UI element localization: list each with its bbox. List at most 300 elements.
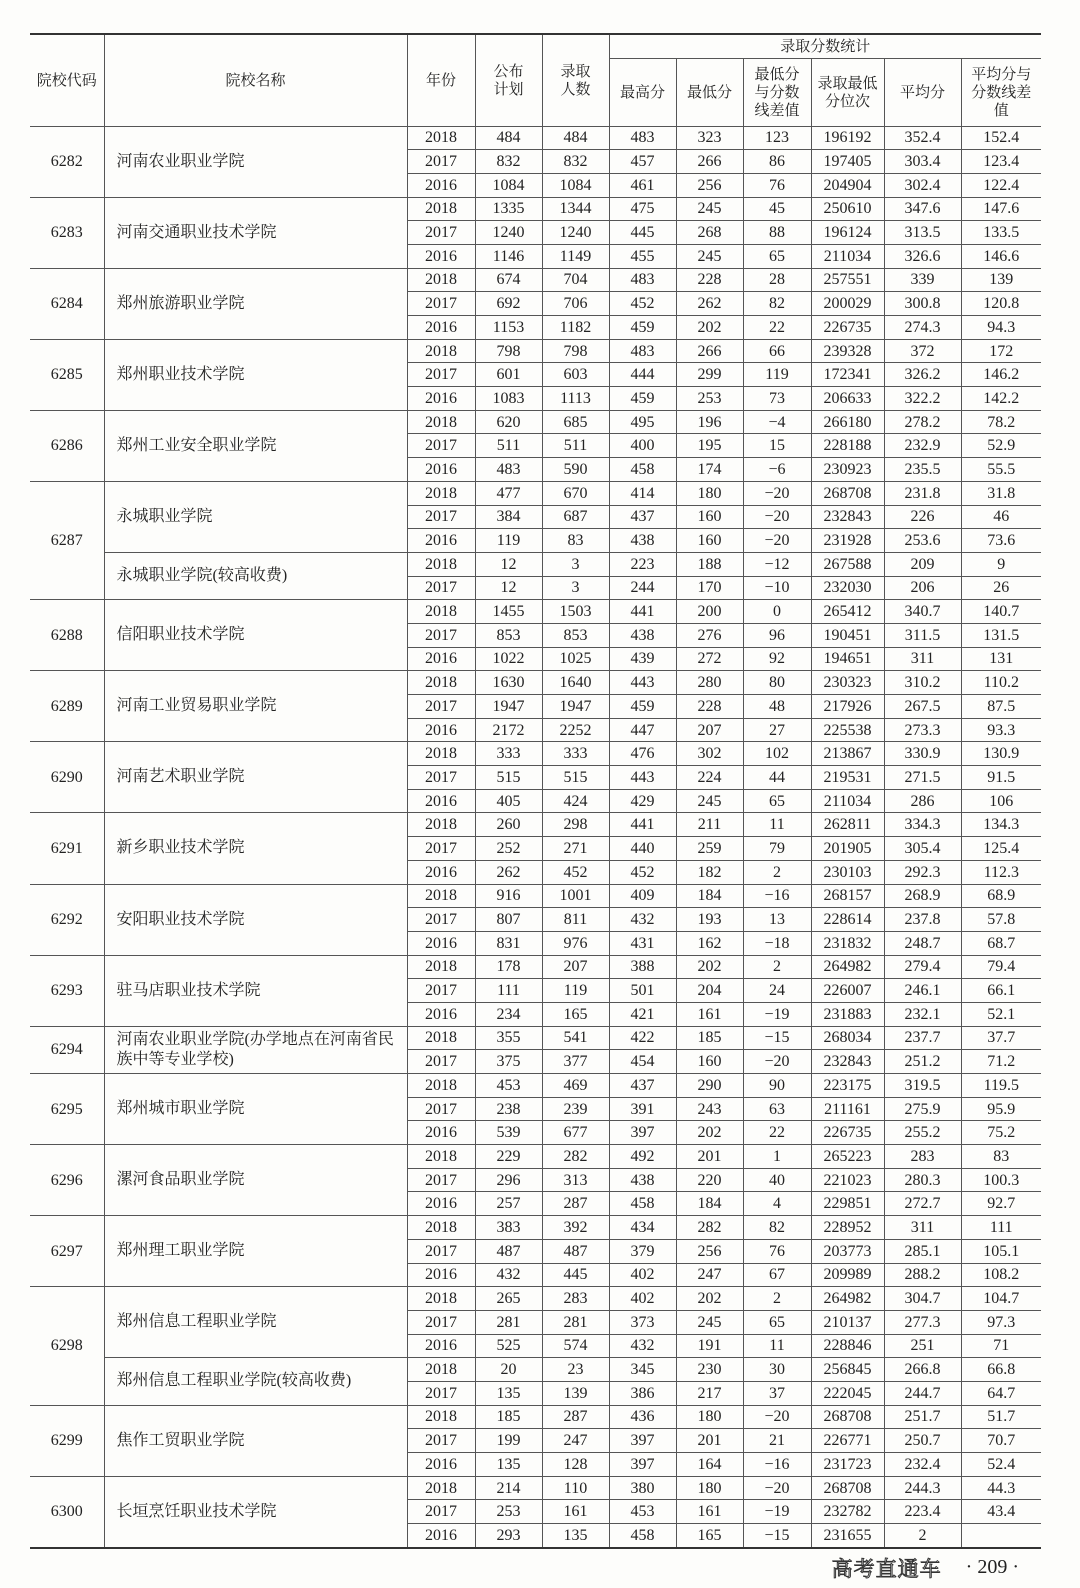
cell-max: 441 bbox=[609, 600, 676, 624]
cell-min-rank: 223175 bbox=[811, 1074, 884, 1098]
cell-admitted: 445 bbox=[542, 1263, 609, 1287]
cell-plan: 333 bbox=[475, 742, 542, 766]
cell-min-rank: 264982 bbox=[811, 955, 884, 979]
cell-min: 162 bbox=[676, 931, 743, 955]
cell-year: 2018 bbox=[407, 884, 475, 908]
cell-plan: 20 bbox=[475, 1358, 542, 1382]
cell-avg: 288.2 bbox=[884, 1263, 961, 1287]
cell-max: 388 bbox=[609, 955, 676, 979]
cell-min: 180 bbox=[676, 1405, 743, 1429]
cell-min-diff: 21 bbox=[743, 1429, 811, 1453]
school-name: 河南工业贸易职业学院 bbox=[104, 671, 407, 742]
cell-min-rank: 267588 bbox=[811, 552, 884, 576]
cell-min: 170 bbox=[676, 576, 743, 600]
cell-admitted: 135 bbox=[542, 1524, 609, 1548]
cell-avg: 268.9 bbox=[884, 884, 961, 908]
cell-min: 282 bbox=[676, 1216, 743, 1240]
cell-avg: 232.1 bbox=[884, 1002, 961, 1026]
cell-plan: 1083 bbox=[475, 387, 542, 411]
cell-year: 2018 bbox=[407, 1026, 475, 1050]
cell-admitted: 1640 bbox=[542, 671, 609, 695]
cell-year: 2017 bbox=[407, 363, 475, 387]
cell-year: 2017 bbox=[407, 623, 475, 647]
cell-admitted: 677 bbox=[542, 1121, 609, 1145]
cell-avg-diff: 64.7 bbox=[961, 1381, 1041, 1405]
table-row bbox=[30, 955, 1041, 979]
cell-min-diff: 80 bbox=[743, 671, 811, 695]
cell-admitted: 3 bbox=[542, 576, 609, 600]
cell-max: 445 bbox=[609, 221, 676, 245]
cell-avg-diff: 68.9 bbox=[961, 884, 1041, 908]
cell-max: 391 bbox=[609, 1097, 676, 1121]
cell-max: 438 bbox=[609, 529, 676, 553]
cell-avg-diff: 97.3 bbox=[961, 1310, 1041, 1334]
cell-avg-diff: 92.7 bbox=[961, 1192, 1041, 1216]
header-min-rank: 录取最低分位次 bbox=[811, 58, 884, 126]
cell-year: 2017 bbox=[407, 1310, 475, 1334]
cell-avg-diff: 57.8 bbox=[961, 908, 1041, 932]
cell-avg: 311 bbox=[884, 647, 961, 671]
cell-avg: 266.8 bbox=[884, 1358, 961, 1382]
table-body bbox=[30, 126, 1041, 1548]
cell-avg: 326.2 bbox=[884, 363, 961, 387]
cell-admitted: 487 bbox=[542, 1239, 609, 1263]
cell-plan: 405 bbox=[475, 789, 542, 813]
table-row bbox=[30, 1358, 1041, 1382]
cell-min: 202 bbox=[676, 1287, 743, 1311]
cell-year: 2017 bbox=[407, 1239, 475, 1263]
cell-min: 230 bbox=[676, 1358, 743, 1382]
cell-plan: 1335 bbox=[475, 197, 542, 221]
school-code: 6291 bbox=[30, 813, 104, 884]
cell-min-rank: 213867 bbox=[811, 742, 884, 766]
cell-max: 483 bbox=[609, 339, 676, 363]
school-code: 6295 bbox=[30, 1074, 104, 1145]
cell-min-rank: 262811 bbox=[811, 813, 884, 837]
cell-admitted: 1025 bbox=[542, 647, 609, 671]
cell-max: 429 bbox=[609, 789, 676, 813]
cell-admitted: 313 bbox=[542, 1168, 609, 1192]
cell-min-diff: 96 bbox=[743, 623, 811, 647]
cell-admitted: 392 bbox=[542, 1216, 609, 1240]
cell-min-rank: 211034 bbox=[811, 244, 884, 268]
cell-min-diff: 76 bbox=[743, 173, 811, 197]
cell-avg: 352.4 bbox=[884, 126, 961, 150]
cell-admitted: 798 bbox=[542, 339, 609, 363]
cell-avg-diff: 134.3 bbox=[961, 813, 1041, 837]
cell-min-diff: 2 bbox=[743, 955, 811, 979]
cell-min-rank: 197405 bbox=[811, 150, 884, 174]
cell-min: 160 bbox=[676, 1050, 743, 1074]
cell-avg: 237.7 bbox=[884, 1026, 961, 1050]
cell-avg: 319.5 bbox=[884, 1074, 961, 1098]
cell-admitted: 287 bbox=[542, 1192, 609, 1216]
admission-score-table bbox=[30, 33, 1041, 1549]
table-row bbox=[30, 268, 1041, 292]
cell-avg: 304.7 bbox=[884, 1287, 961, 1311]
cell-max: 495 bbox=[609, 410, 676, 434]
cell-avg: 206 bbox=[884, 576, 961, 600]
cell-year: 2018 bbox=[407, 742, 475, 766]
cell-min-rank: 211034 bbox=[811, 789, 884, 813]
school-name: 郑州职业技术学院 bbox=[104, 339, 407, 410]
cell-min-rank: 201905 bbox=[811, 837, 884, 861]
school-name: 安阳职业技术学院 bbox=[104, 884, 407, 955]
cell-avg: 279.4 bbox=[884, 955, 961, 979]
cell-plan: 515 bbox=[475, 766, 542, 790]
cell-avg-diff: 91.5 bbox=[961, 766, 1041, 790]
cell-min-diff: 92 bbox=[743, 647, 811, 671]
cell-year: 2017 bbox=[407, 1050, 475, 1074]
cell-plan: 853 bbox=[475, 623, 542, 647]
cell-min-diff: −10 bbox=[743, 576, 811, 600]
cell-min-rank: 226771 bbox=[811, 1429, 884, 1453]
cell-avg-diff: 147.6 bbox=[961, 197, 1041, 221]
cell-max: 432 bbox=[609, 1334, 676, 1358]
cell-max: 501 bbox=[609, 979, 676, 1003]
cell-year: 2018 bbox=[407, 1216, 475, 1240]
cell-admitted: 469 bbox=[542, 1074, 609, 1098]
school-code: 6287 bbox=[30, 481, 104, 599]
cell-min-rank: 232782 bbox=[811, 1500, 884, 1524]
cell-avg: 311.5 bbox=[884, 623, 961, 647]
cell-min: 200 bbox=[676, 600, 743, 624]
cell-avg-diff: 122.4 bbox=[961, 173, 1041, 197]
cell-avg-diff: 142.2 bbox=[961, 387, 1041, 411]
cell-admitted: 603 bbox=[542, 363, 609, 387]
cell-min-rank: 206633 bbox=[811, 387, 884, 411]
cell-plan: 257 bbox=[475, 1192, 542, 1216]
cell-min-rank: 196192 bbox=[811, 126, 884, 150]
cell-min: 256 bbox=[676, 173, 743, 197]
cell-min-rank: 226735 bbox=[811, 1121, 884, 1145]
cell-avg-diff: 75.2 bbox=[961, 1121, 1041, 1145]
table-row bbox=[30, 1145, 1041, 1169]
cell-max: 458 bbox=[609, 1524, 676, 1548]
cell-max: 431 bbox=[609, 931, 676, 955]
cell-year: 2018 bbox=[407, 1287, 475, 1311]
cell-min-rank: 230923 bbox=[811, 458, 884, 482]
header-name: 院校名称 bbox=[104, 34, 407, 126]
cell-avg-diff: 106 bbox=[961, 789, 1041, 813]
cell-min-rank: 226735 bbox=[811, 316, 884, 340]
cell-min-diff: 65 bbox=[743, 789, 811, 813]
cell-plan: 383 bbox=[475, 1216, 542, 1240]
cell-avg: 209 bbox=[884, 552, 961, 576]
cell-min-rank: 225538 bbox=[811, 718, 884, 742]
cell-max: 379 bbox=[609, 1239, 676, 1263]
cell-avg-diff: 125.4 bbox=[961, 837, 1041, 861]
header-code: 院校代码 bbox=[30, 34, 104, 126]
school-name: 河南农业职业学院(办学地点在河南省民族中等专业学校) bbox=[104, 1026, 407, 1073]
cell-min-diff: 2 bbox=[743, 860, 811, 884]
cell-plan: 199 bbox=[475, 1429, 542, 1453]
cell-avg: 244.7 bbox=[884, 1381, 961, 1405]
header-plan: 公布计划 bbox=[475, 34, 542, 126]
cell-min: 245 bbox=[676, 789, 743, 813]
cell-year: 2018 bbox=[407, 126, 475, 150]
cell-admitted: 1240 bbox=[542, 221, 609, 245]
cell-avg: 347.6 bbox=[884, 197, 961, 221]
table-row bbox=[30, 552, 1041, 576]
cell-max: 454 bbox=[609, 1050, 676, 1074]
cell-min: 243 bbox=[676, 1097, 743, 1121]
cell-max: 437 bbox=[609, 505, 676, 529]
cell-min-diff: 82 bbox=[743, 292, 811, 316]
page-footer bbox=[30, 1553, 1041, 1583]
cell-plan: 511 bbox=[475, 434, 542, 458]
school-name: 郑州信息工程职业学院(较高收费) bbox=[104, 1358, 407, 1405]
cell-admitted: 811 bbox=[542, 908, 609, 932]
cell-max: 452 bbox=[609, 860, 676, 884]
cell-year: 2016 bbox=[407, 458, 475, 482]
table-row bbox=[30, 1216, 1041, 1240]
cell-min: 211 bbox=[676, 813, 743, 837]
cell-max: 438 bbox=[609, 623, 676, 647]
cell-plan: 1146 bbox=[475, 244, 542, 268]
school-code: 6286 bbox=[30, 410, 104, 481]
cell-avg-diff: 37.7 bbox=[961, 1026, 1041, 1050]
cell-year: 2017 bbox=[407, 695, 475, 719]
cell-avg: 231.8 bbox=[884, 481, 961, 505]
cell-min: 191 bbox=[676, 1334, 743, 1358]
cell-min: 201 bbox=[676, 1145, 743, 1169]
cell-avg-diff: 119.5 bbox=[961, 1074, 1041, 1098]
cell-year: 2017 bbox=[407, 1168, 475, 1192]
cell-min: 245 bbox=[676, 1310, 743, 1334]
cell-plan: 432 bbox=[475, 1263, 542, 1287]
cell-min-diff: 44 bbox=[743, 766, 811, 790]
cell-admitted: 1149 bbox=[542, 244, 609, 268]
cell-min: 188 bbox=[676, 552, 743, 576]
cell-plan: 262 bbox=[475, 860, 542, 884]
cell-admitted: 832 bbox=[542, 150, 609, 174]
cell-min: 204 bbox=[676, 979, 743, 1003]
header-avg: 平均分 bbox=[884, 58, 961, 126]
cell-avg-diff: 130.9 bbox=[961, 742, 1041, 766]
cell-year: 2017 bbox=[407, 766, 475, 790]
cell-avg-diff: 131 bbox=[961, 647, 1041, 671]
cell-year: 2017 bbox=[407, 979, 475, 1003]
cell-plan: 375 bbox=[475, 1050, 542, 1074]
cell-avg: 232.9 bbox=[884, 434, 961, 458]
cell-plan: 1630 bbox=[475, 671, 542, 695]
cell-max: 397 bbox=[609, 1121, 676, 1145]
cell-max: 345 bbox=[609, 1358, 676, 1382]
cell-max: 455 bbox=[609, 244, 676, 268]
cell-avg-diff: 79.4 bbox=[961, 955, 1041, 979]
cell-max: 380 bbox=[609, 1476, 676, 1500]
cell-min: 180 bbox=[676, 481, 743, 505]
cell-year: 2016 bbox=[407, 1002, 475, 1026]
cell-min: 272 bbox=[676, 647, 743, 671]
cell-min-rank: 266180 bbox=[811, 410, 884, 434]
table-row bbox=[30, 481, 1041, 505]
cell-avg-diff: 133.5 bbox=[961, 221, 1041, 245]
table-row bbox=[30, 1026, 1041, 1050]
cell-min: 196 bbox=[676, 410, 743, 434]
header-max: 最高分 bbox=[609, 58, 676, 126]
cell-avg: 273.3 bbox=[884, 718, 961, 742]
cell-min: 256 bbox=[676, 1239, 743, 1263]
cell-min-diff: 88 bbox=[743, 221, 811, 245]
cell-plan: 135 bbox=[475, 1381, 542, 1405]
cell-avg-diff bbox=[961, 1524, 1041, 1548]
cell-admitted: 281 bbox=[542, 1310, 609, 1334]
cell-plan: 238 bbox=[475, 1097, 542, 1121]
cell-min-rank: 200029 bbox=[811, 292, 884, 316]
cell-min: 266 bbox=[676, 150, 743, 174]
cell-min: 185 bbox=[676, 1026, 743, 1050]
cell-min: 224 bbox=[676, 766, 743, 790]
cell-admitted: 119 bbox=[542, 979, 609, 1003]
cell-year: 2016 bbox=[407, 529, 475, 553]
cell-avg: 237.8 bbox=[884, 908, 961, 932]
cell-avg: 226 bbox=[884, 505, 961, 529]
cell-min-rank: 265223 bbox=[811, 1145, 884, 1169]
cell-year: 2017 bbox=[407, 1429, 475, 1453]
cell-avg-diff: 152.4 bbox=[961, 126, 1041, 150]
cell-min-rank: 226007 bbox=[811, 979, 884, 1003]
cell-admitted: 1113 bbox=[542, 387, 609, 411]
cell-avg: 340.7 bbox=[884, 600, 961, 624]
cell-admitted: 511 bbox=[542, 434, 609, 458]
cell-avg-diff: 172 bbox=[961, 339, 1041, 363]
cell-avg-diff: 52.9 bbox=[961, 434, 1041, 458]
cell-min-rank: 190451 bbox=[811, 623, 884, 647]
cell-plan: 253 bbox=[475, 1500, 542, 1524]
cell-avg: 322.2 bbox=[884, 387, 961, 411]
school-name: 信阳职业技术学院 bbox=[104, 600, 407, 671]
cell-max: 443 bbox=[609, 671, 676, 695]
cell-avg-diff: 104.7 bbox=[961, 1287, 1041, 1311]
cell-avg: 251.7 bbox=[884, 1405, 961, 1429]
cell-avg: 223.4 bbox=[884, 1500, 961, 1524]
page-content bbox=[30, 33, 1041, 1583]
cell-avg: 255.2 bbox=[884, 1121, 961, 1145]
table-row bbox=[30, 197, 1041, 221]
cell-min: 161 bbox=[676, 1500, 743, 1524]
cell-avg: 310.2 bbox=[884, 671, 961, 695]
cell-plan: 135 bbox=[475, 1453, 542, 1477]
cell-min: 164 bbox=[676, 1453, 743, 1477]
page-number: · 209 · bbox=[965, 1556, 1019, 1579]
cell-max: 432 bbox=[609, 908, 676, 932]
cell-max: 414 bbox=[609, 481, 676, 505]
cell-plan: 229 bbox=[475, 1145, 542, 1169]
cell-min: 184 bbox=[676, 1192, 743, 1216]
cell-plan: 832 bbox=[475, 150, 542, 174]
cell-min: 217 bbox=[676, 1381, 743, 1405]
cell-plan: 539 bbox=[475, 1121, 542, 1145]
cell-min-diff: −16 bbox=[743, 884, 811, 908]
cell-admitted: 298 bbox=[542, 813, 609, 837]
school-code: 6293 bbox=[30, 955, 104, 1026]
cell-min-diff: 76 bbox=[743, 1239, 811, 1263]
cell-year: 2017 bbox=[407, 434, 475, 458]
cell-plan: 620 bbox=[475, 410, 542, 434]
cell-min-diff: −19 bbox=[743, 1002, 811, 1026]
cell-admitted: 574 bbox=[542, 1334, 609, 1358]
cell-admitted: 1182 bbox=[542, 316, 609, 340]
cell-avg: 303.4 bbox=[884, 150, 961, 174]
cell-min: 268 bbox=[676, 221, 743, 245]
school-name: 焦作工贸职业学院 bbox=[104, 1405, 407, 1476]
table-row bbox=[30, 671, 1041, 695]
cell-plan: 2172 bbox=[475, 718, 542, 742]
cell-avg-diff: 123.4 bbox=[961, 150, 1041, 174]
cell-min: 193 bbox=[676, 908, 743, 932]
cell-avg-diff: 66.8 bbox=[961, 1358, 1041, 1382]
cell-min: 323 bbox=[676, 126, 743, 150]
cell-plan: 525 bbox=[475, 1334, 542, 1358]
cell-avg-diff: 95.9 bbox=[961, 1097, 1041, 1121]
cell-plan: 1153 bbox=[475, 316, 542, 340]
cell-min-diff: −20 bbox=[743, 1476, 811, 1500]
cell-min: 202 bbox=[676, 1121, 743, 1145]
school-name: 新乡职业技术学院 bbox=[104, 813, 407, 884]
cell-avg-diff: 108.2 bbox=[961, 1263, 1041, 1287]
cell-plan: 178 bbox=[475, 955, 542, 979]
cell-plan: 260 bbox=[475, 813, 542, 837]
cell-year: 2017 bbox=[407, 1500, 475, 1524]
cell-admitted: 424 bbox=[542, 789, 609, 813]
cell-admitted: 976 bbox=[542, 931, 609, 955]
cell-avg: 275.9 bbox=[884, 1097, 961, 1121]
cell-min-rank: 264982 bbox=[811, 1287, 884, 1311]
cell-max: 483 bbox=[609, 126, 676, 150]
cell-min-diff: −18 bbox=[743, 931, 811, 955]
cell-plan: 1022 bbox=[475, 647, 542, 671]
cell-avg-diff: 52.1 bbox=[961, 1002, 1041, 1026]
school-code: 6298 bbox=[30, 1287, 104, 1405]
cell-avg: 2 bbox=[884, 1524, 961, 1548]
cell-year: 2018 bbox=[407, 1476, 475, 1500]
cell-min-diff: −15 bbox=[743, 1026, 811, 1050]
cell-year: 2017 bbox=[407, 837, 475, 861]
cell-avg-diff: 78.2 bbox=[961, 410, 1041, 434]
school-code: 6283 bbox=[30, 197, 104, 268]
school-name: 郑州工业安全职业学院 bbox=[104, 410, 407, 481]
cell-min-rank: 230103 bbox=[811, 860, 884, 884]
cell-admitted: 452 bbox=[542, 860, 609, 884]
table-row bbox=[30, 1287, 1041, 1311]
table-row bbox=[30, 126, 1041, 150]
cell-plan: 477 bbox=[475, 481, 542, 505]
cell-avg-diff: 71.2 bbox=[961, 1050, 1041, 1074]
cell-avg: 334.3 bbox=[884, 813, 961, 837]
cell-min-diff: −4 bbox=[743, 410, 811, 434]
cell-admitted: 704 bbox=[542, 268, 609, 292]
cell-min-rank: 239328 bbox=[811, 339, 884, 363]
cell-admitted: 670 bbox=[542, 481, 609, 505]
cell-avg-diff: 46 bbox=[961, 505, 1041, 529]
cell-min-diff: −20 bbox=[743, 529, 811, 553]
cell-plan: 798 bbox=[475, 339, 542, 363]
school-code: 6289 bbox=[30, 671, 104, 742]
cell-max: 443 bbox=[609, 766, 676, 790]
cell-min-rank: 231928 bbox=[811, 529, 884, 553]
cell-min-diff: 65 bbox=[743, 244, 811, 268]
cell-min-rank: 210137 bbox=[811, 1310, 884, 1334]
cell-avg-diff: 9 bbox=[961, 552, 1041, 576]
school-name: 河南艺术职业学院 bbox=[104, 742, 407, 813]
cell-year: 2018 bbox=[407, 481, 475, 505]
cell-min-rank: 196124 bbox=[811, 221, 884, 245]
cell-admitted: 128 bbox=[542, 1453, 609, 1477]
cell-min-rank: 222045 bbox=[811, 1381, 884, 1405]
school-name: 永城职业学院(较高收费) bbox=[104, 552, 407, 599]
